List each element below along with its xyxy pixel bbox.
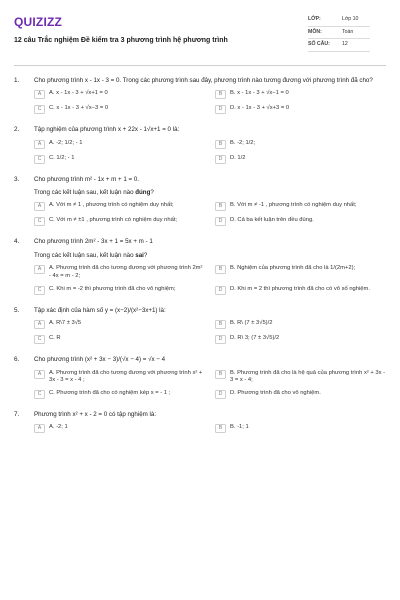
option-letter: A: [34, 370, 45, 379]
option-text: A. Phương trình đã cho tương đương với phương trình x² + 3x - 3 = x - 4 ;: [49, 369, 203, 384]
option-text: A. -2; 1: [49, 424, 68, 431]
option-letter: A: [34, 202, 45, 211]
question-1: [14, 77, 386, 115]
option-text: D. R\ 3; (7 ± 3√5)/2: [230, 335, 280, 342]
option-letter: B: [215, 320, 226, 329]
worksheet-header: [14, 0, 386, 66]
question-number: 3.: [14, 175, 20, 183]
question-6: [14, 356, 386, 400]
option-a[interactable]: [34, 90, 205, 100]
option-text: A. -2; 1/2; - 1: [49, 139, 83, 146]
meta-key: MÔN:: [308, 28, 322, 35]
prompt-text: Trong các kết luận sau, kết luận nào: [34, 251, 136, 259]
option-text: A. Phương trình đã cho tương đương với phương trình 2m² - 4x = m - 2;: [49, 265, 203, 279]
option-text: A. Với m ≠ 1 , phương trình có nghiệm duy nhất;: [49, 202, 174, 209]
question-prompt: [34, 189, 386, 197]
question-text: Cho phương trình 2m² - 3x + 1 = 5x + m - 1: [34, 238, 153, 246]
question-text: Cho phương trình (x² + 3x − 3)/(√x − 4) = √x − 4: [34, 356, 166, 364]
question-number: 7.: [14, 411, 20, 419]
option-a[interactable]: [34, 265, 205, 281]
option-d[interactable]: [215, 155, 386, 165]
answer-options: [34, 265, 386, 296]
option-text: A. x - 1x - 3 + √x+1 = 0: [49, 90, 108, 97]
option-text: B. Nghiệm của phương trình đã cho là 1/(2m+2);: [230, 265, 356, 272]
meta-key: SỐ CÂU:: [308, 41, 330, 48]
option-b[interactable]: [215, 140, 386, 150]
option-letter: B: [215, 202, 226, 211]
option-letter: D: [215, 390, 226, 399]
answer-options: [34, 140, 386, 165]
meta-value: Lớp 10: [342, 16, 359, 23]
option-c[interactable]: [34, 390, 205, 400]
question-4: [14, 238, 386, 295]
option-a[interactable]: [34, 140, 205, 150]
meta-row-class: [308, 14, 370, 27]
option-text: C. 1/2; - 1: [49, 154, 75, 161]
quizizz-logo: QUIZIZZ: [14, 15, 63, 29]
option-b[interactable]: [215, 90, 386, 100]
option-d[interactable]: [215, 286, 386, 296]
option-c[interactable]: [34, 217, 205, 227]
option-letter: B: [215, 140, 226, 149]
question-prompt: [34, 252, 386, 260]
option-d[interactable]: [215, 105, 386, 115]
option-letter: D: [215, 335, 226, 344]
question-text: Tập nghiệm của phương trình x + 22x - 1√x+1 = 0 là:: [34, 126, 180, 134]
option-d[interactable]: [215, 335, 386, 345]
meta-row-subject: [308, 27, 370, 40]
answer-options: [34, 424, 386, 434]
option-letter: B: [215, 370, 226, 379]
prompt-emphasis: sai: [135, 251, 144, 259]
option-text: A. R\7 ± 3√5: [49, 320, 82, 327]
prompt-text: Trong các kết luận sau, kết luận nào: [34, 189, 136, 197]
question-number: 2.: [14, 126, 20, 134]
option-letter: A: [34, 424, 45, 433]
option-letter: C: [34, 390, 45, 399]
option-text: C. Khi m = -2 thì phương trình đã cho vô nghiệm;: [49, 285, 176, 292]
option-b[interactable]: [215, 202, 386, 212]
option-letter: C: [34, 335, 45, 344]
option-text: B. Phương trình đã cho là hệ quả của phương trình x² + 3x - 3 = x - 4;: [230, 369, 386, 384]
option-a[interactable]: [34, 424, 205, 434]
question-3: [14, 176, 386, 228]
option-letter: C: [34, 105, 45, 114]
answer-options: [34, 320, 386, 345]
option-b[interactable]: [215, 320, 386, 330]
option-d[interactable]: [215, 390, 386, 400]
worksheet-meta: [308, 14, 370, 52]
worksheet-title: 12 câu Trắc nghiệm Đề kiểm tra 3 phương trình hệ phương trình: [14, 37, 228, 45]
option-text: B. R\ (7 ± 3√5)/2: [230, 320, 273, 327]
question-number: 1.: [14, 77, 20, 84]
option-text: D. x - 1x - 3 + √x+3 = 0: [230, 105, 290, 112]
question-text: Cho phương trình x - 1x - 3 = 0. Trong các phương trình sau đây, phương trình nào tương đương với phương trình đã cho?: [34, 77, 373, 84]
option-text: B. -2; 1/2;: [230, 139, 256, 146]
option-b[interactable]: [215, 265, 386, 281]
option-letter: A: [34, 265, 45, 274]
option-text: C. Với m ≠ ±1 , phương trình có nghiệm duy nhất;: [49, 217, 178, 224]
option-text: C. x - 1x - 3 + √x−3 = 0: [49, 105, 109, 112]
answer-options: [34, 90, 386, 115]
option-letter: D: [215, 105, 226, 114]
option-a[interactable]: [34, 320, 205, 330]
option-letter: C: [34, 155, 45, 164]
option-letter: A: [34, 320, 45, 329]
question-7: [14, 411, 386, 434]
option-b[interactable]: [215, 424, 386, 434]
option-d[interactable]: [215, 217, 386, 227]
question-number: 5.: [14, 306, 20, 314]
option-letter: A: [34, 90, 45, 99]
meta-key: LỚP:: [308, 16, 321, 23]
question-text: Tập xác định của hàm số y = (x−2)/(x²−3x+1) là:: [34, 306, 166, 314]
prompt-emphasis: đúng: [135, 189, 151, 197]
meta-row-question-count: [308, 39, 370, 52]
option-a[interactable]: [34, 370, 205, 386]
option-letter: C: [34, 286, 45, 295]
option-letter: A: [34, 140, 45, 149]
option-text: C. Phương trình đã cho có nghiệm kép x = - 1 ;: [49, 390, 171, 397]
option-c[interactable]: [34, 286, 205, 296]
prompt-end: ?: [150, 189, 154, 197]
option-letter: B: [215, 265, 226, 274]
meta-value: 12: [342, 41, 348, 48]
option-text: B. -1; 1: [230, 424, 249, 431]
meta-value: Toán: [342, 28, 354, 35]
option-text: D. Phương trình đã cho vô nghiệm.: [230, 390, 321, 397]
option-letter: D: [215, 286, 226, 295]
option-text: B. Với m ≠ -1 , phương trình có nghiệm duy nhất;: [230, 202, 357, 209]
option-text: C. R: [49, 335, 61, 342]
option-text: D. 1/2: [230, 154, 246, 161]
option-letter: D: [215, 217, 226, 226]
question-number: 6.: [14, 356, 20, 364]
option-c[interactable]: [34, 335, 205, 345]
option-letter: B: [215, 90, 226, 99]
answer-options: [34, 202, 386, 227]
answer-options: [34, 370, 386, 401]
option-text: D. Khi m = 2 thì phương trình đã cho có vô số nghiệm.: [230, 285, 370, 292]
option-text: B. x - 1x - 3 + √x−1 = 0: [230, 90, 289, 97]
question-text: Cho phương trình m² - 1x + m + 1 = 0.: [34, 175, 140, 183]
option-b[interactable]: [215, 370, 386, 386]
option-text: D. Cả ba kết luận trên đều đúng.: [230, 217, 314, 224]
option-a[interactable]: [34, 202, 205, 212]
option-c[interactable]: [34, 155, 205, 165]
option-letter: D: [215, 155, 226, 164]
option-letter: C: [34, 217, 45, 226]
question-number: 4.: [14, 238, 20, 246]
question-text: Phương trình x² + x - 2 = 0 có tập nghiệm là:: [34, 411, 157, 419]
question-5: [14, 307, 386, 345]
question-2: [14, 126, 386, 164]
prompt-end: ?: [143, 251, 148, 259]
option-c[interactable]: [34, 105, 205, 115]
option-letter: B: [215, 424, 226, 433]
